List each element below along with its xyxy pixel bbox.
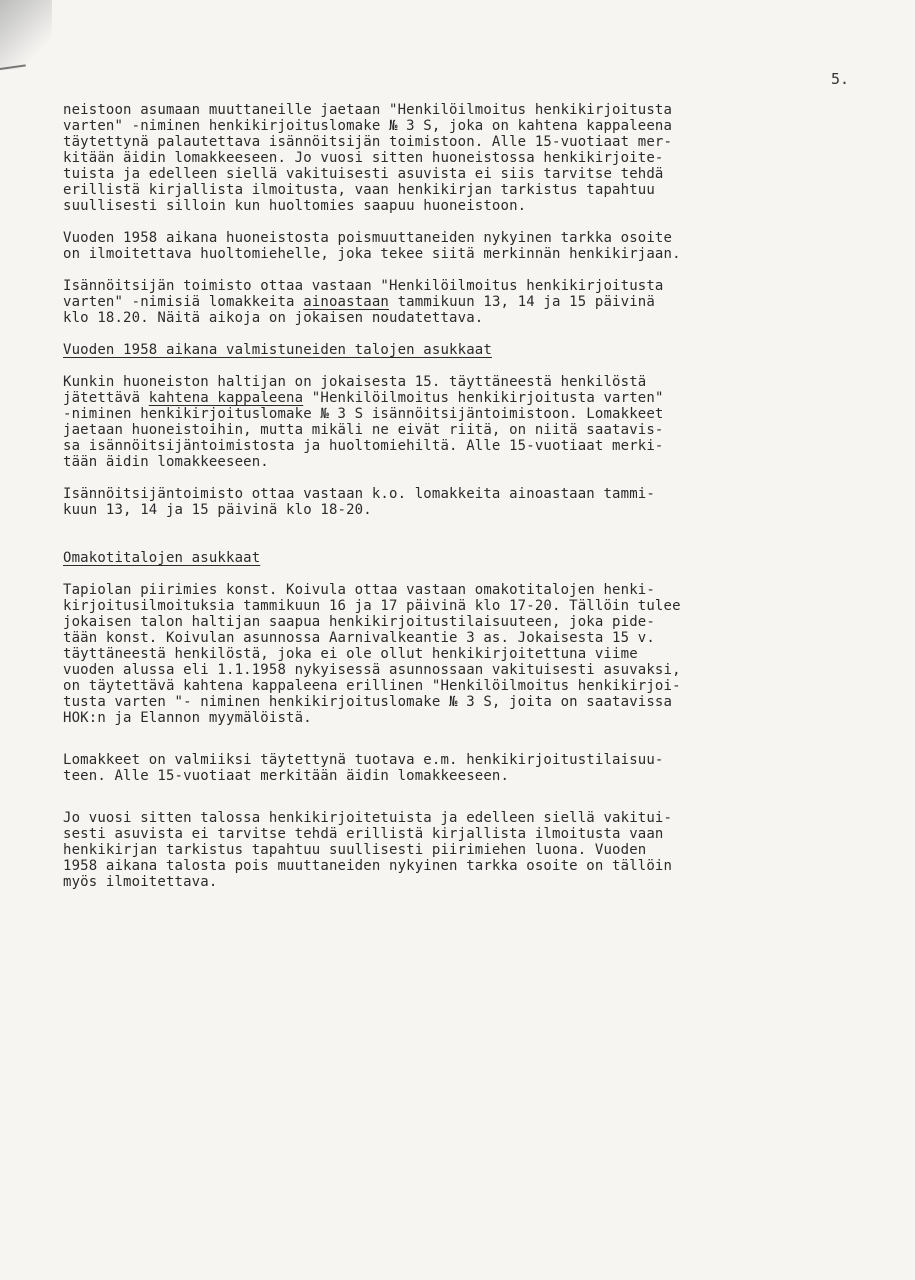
- paragraph-2: Vuoden 1958 aikana huoneistosta poismuuttaneiden nykyinen tarkka osoite on ilmoitettava huoltomiehelle, joka tekee siitä merkinnän henkikirjaan.: [63, 230, 681, 262]
- spacer: [63, 534, 883, 544]
- paragraph-4-line-2-pre: jätettävä: [63, 390, 149, 406]
- paragraph-4-rest: -niminen henkikirjoituslomake № 3 S isännöitsijäntoimistoon. Lomakkeet jaetaan huoneistoihin, mutta mikäli ne eivät riitä, on niitä saatavis- sa isännöitsijäntoimistosta ja huoltomiehiltä. Alle 15-vuotiaat merki- tään äidin lomakkeeseen.: [63, 406, 664, 470]
- paragraph-3: [63, 278, 883, 326]
- spacer: [63, 800, 883, 810]
- paragraph-4-line-1: Kunkin huoneiston haltijan on jokaisesta 15. täyttäneestä henkilöstä: [63, 374, 647, 390]
- page-number: 5.: [830, 70, 849, 88]
- section-heading-new-buildings: Vuoden 1958 aikana valmistuneiden talojen asukkaat: [63, 342, 492, 358]
- document-body: [63, 102, 883, 906]
- paragraph-3-line-2-pre: varten" -nimisiä lomakkeita: [63, 294, 304, 310]
- paragraph-3-line-1: Isännöitsijän toimisto ottaa vastaan "Henkilöilmoitus henkikirjoitusta: [63, 278, 664, 294]
- paragraph-6: Tapiolan piirimies konst. Koivula ottaa vastaan omakotitalojen henki- kirjoitusilmoituksia tammikuun 16 ja 17 päivinä klo 17-20. Tällöin tulee jokaisen talon haltijan saapua henkikirjoitustilaisuuteen, joka pide- tään konst. Koivulan asunnossa Aarnivalkeantie 3 as. Jokaisesta 15 v. täyttäneestä henkilöstä, joka ei ole ollut henkikirjoitettuna viime vuoden alussa eli 1.1.1958 nykyisessä asunnossaan vakituisesti asuvaksi, on täytettävä kahtena kappaleena erillinen "Henkilöilmoitus henkikirjoi- tusta varten "- niminen henkikirjoituslomake № 3 S, joita on saatavissa HOK:n ja Elannon myymälöistä.: [63, 582, 681, 726]
- paragraph-3-emphasis: ainoastaan: [303, 294, 390, 310]
- paragraph-4-line-2-post: "Henkilöilmoitus henkikirjoitusta varten": [303, 390, 664, 406]
- paragraph-4: [63, 374, 883, 470]
- paragraph-3-line-2-post: tammikuun 13, 14 ja 15 päivinä: [389, 294, 655, 310]
- paragraph-1: neistoon asumaan muuttaneille jaetaan "Henkilöilmoitus henkikirjoitusta varten" -niminen henkikirjoituslomake № 3 S, joka on kahtena kappaleena täytettynä palautettava isännöitsijän toimistoon. Alle 15-vuotiaat mer- kitään äidin lomakkeeseen. Jo vuosi sitten huoneistossa henkikirjoite- tuista ja edelleen siellä vakituisesti asuvista ei siis tarvitse tehdä erillistä kirjallista ilmoitusta, vaan henkikirjan tarkistus tapahtuu suullisesti silloin kun huoltomies saapuu huoneistoon.: [63, 102, 673, 214]
- spacer: [63, 742, 883, 752]
- paragraph-8: Jo vuosi sitten talossa henkikirjoitetuista ja edelleen siellä vakitui- sesti asuvista ei tarvitse tehdä erillistä kirjallista ilmoitusta vaan henkikirjan tarkistus tapahtuu suullisesti piirimiehen luona. Vuoden 1958 aikana talosta pois muuttaneiden nykyinen tarkka osoite on tällöin myös ilmoitettava.: [63, 810, 673, 890]
- scan-corner-shadow: [0, 0, 52, 70]
- paragraph-4-emphasis: kahtena kappaleena: [148, 390, 304, 406]
- section-heading-detached-houses: Omakotitalojen asukkaat: [63, 550, 261, 566]
- paragraph-3-line-3: klo 18.20. Näitä aikoja on jokaisen noudatettava.: [63, 310, 484, 326]
- paragraph-7: Lomakkeet on valmiiksi täytettynä tuotava e.m. henkikirjoitustilaisuu- teen. Alle 15-vuotiaat merkitään äidin lomakkeeseen.: [63, 752, 664, 784]
- paragraph-5: Isännöitsijäntoimisto ottaa vastaan k.o. lomakkeita ainoastaan tammi- kuun 13, 14 ja 15 päivinä klo 18-20.: [63, 486, 655, 518]
